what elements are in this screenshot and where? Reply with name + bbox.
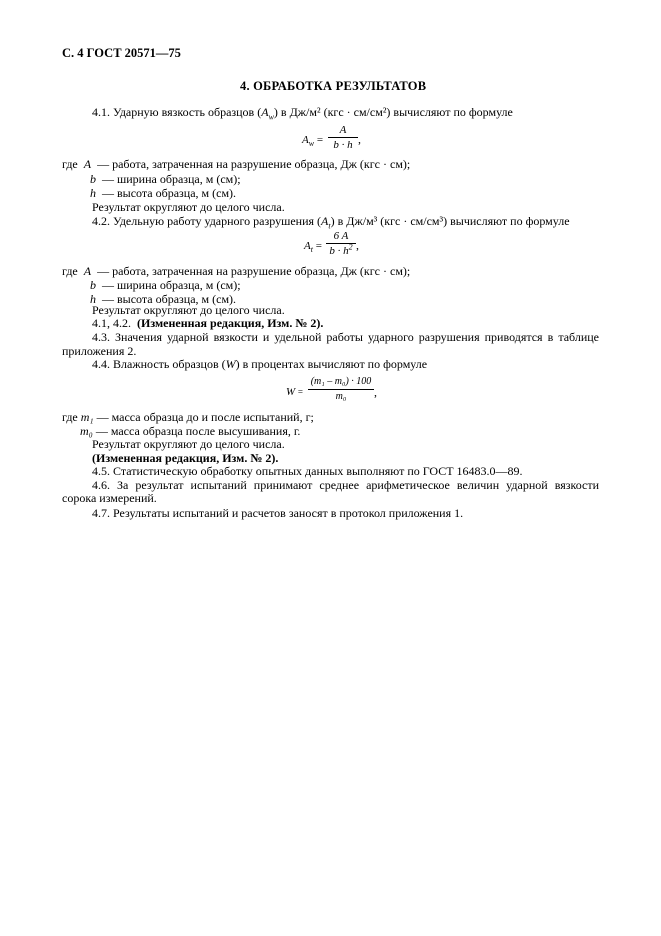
formula-1-lhs: $A_w$ =	[302, 134, 324, 149]
section-title: 4. ОБРАБОТКА РЕЗУЛЬТАТОВ	[240, 79, 427, 93]
paragraph-4-5: 4.5. Статистическую обработку опытных данных выполняют по ГОСТ 16483.0—89.	[92, 464, 523, 478]
formula-3-denominator: m₀	[335, 391, 347, 402]
formula-2-denominator: b · h	[329, 245, 349, 257]
formula-2-numerator: 6 A	[333, 230, 349, 242]
formula-3-tail: ,	[374, 385, 377, 399]
rounding-note-3: Результат округляют до целого числа.	[92, 437, 285, 451]
where-3-row-2: m₀ — масса образца после высушивания, г.	[80, 424, 301, 438]
formula-2-lhs: $A_t$ =	[304, 240, 322, 255]
formula-2-fraction: 6 A $b \cdot h^2$	[326, 230, 356, 257]
formula-2-tail: ,	[356, 238, 359, 252]
p41-symbol: A	[261, 105, 269, 119]
amendment-note-1: 4.1, 4.2. (Измененная редакция, Изм. № 2).	[92, 316, 324, 330]
formula-1-numerator: A	[339, 124, 347, 136]
formula-3-numerator: (m₁ – m₀) · 100	[310, 376, 372, 387]
formula-3-fraction	[308, 376, 374, 403]
formula-1-tail: ,	[358, 132, 361, 146]
where-2-row-3: h — высота образца, м (см).	[90, 292, 237, 306]
where-1-row-1: где A — работа, затраченная на разрушение образца, Дж (кгс · см);	[62, 157, 411, 171]
where-2-row-1: где A — работа, затраченная на разрушение образца, Дж (кгс · см);	[62, 264, 411, 278]
paragraph-4-6-line-1: 4.6. За результат испытаний принимают среднее арифметическое величин ударной вязкости	[92, 478, 599, 492]
where-3-row-1: где m₁ — масса образца до и после испытаний, г;	[62, 410, 314, 424]
rounding-note-2: Результат округляют до целого числа.	[92, 303, 285, 317]
formula-1-fraction	[328, 124, 358, 151]
rounding-note-1: Результат округляют до целого числа.	[92, 200, 285, 214]
formula-3-lhs: W =	[286, 386, 303, 398]
paragraph-4-7: 4.7. Результаты испытаний и расчетов заносят в протокол приложения 1.	[92, 506, 464, 520]
paragraph-4-3-line-1: 4.3. Значения ударной вязкости и удельной работы ударного разрушения приводятся в таблице	[92, 330, 599, 344]
paragraph-4-3-line-2: приложения 2.	[62, 344, 137, 358]
p41-suffix: ) в Дж/м² (кгс · см/см²) вычисляют по формуле	[273, 105, 513, 119]
where-2-row-2: b — ширина образца, м (см);	[90, 278, 241, 292]
where-1-row-2: b — ширина образца, м (см);	[90, 172, 241, 186]
where-1-row-3: h — высота образца, м (см).	[90, 186, 237, 200]
formula-1-denominator: b · h	[333, 139, 353, 151]
paragraph-4-6-line-2: сорока измерений.	[62, 491, 157, 505]
paragraph-4-2: 4.2. Удельную работу ударного разрушения $(A_t)$ в Дж/м³ (кгс · см/см³) вычисляют по формуле	[92, 214, 570, 231]
p41-prefix: 4.1. Ударную вязкость образцов (	[92, 105, 262, 119]
page-header: С. 4 ГОСТ 20571—75	[62, 46, 181, 60]
p41-subscript: w	[268, 112, 274, 122]
paragraph-4-4: 4.4. Влажность образцов (W) в процентах вычисляют по формуле	[92, 357, 428, 371]
paragraph-4-1	[92, 105, 513, 122]
amendment-note-2: (Измененная редакция, Изм. № 2).	[92, 451, 279, 465]
